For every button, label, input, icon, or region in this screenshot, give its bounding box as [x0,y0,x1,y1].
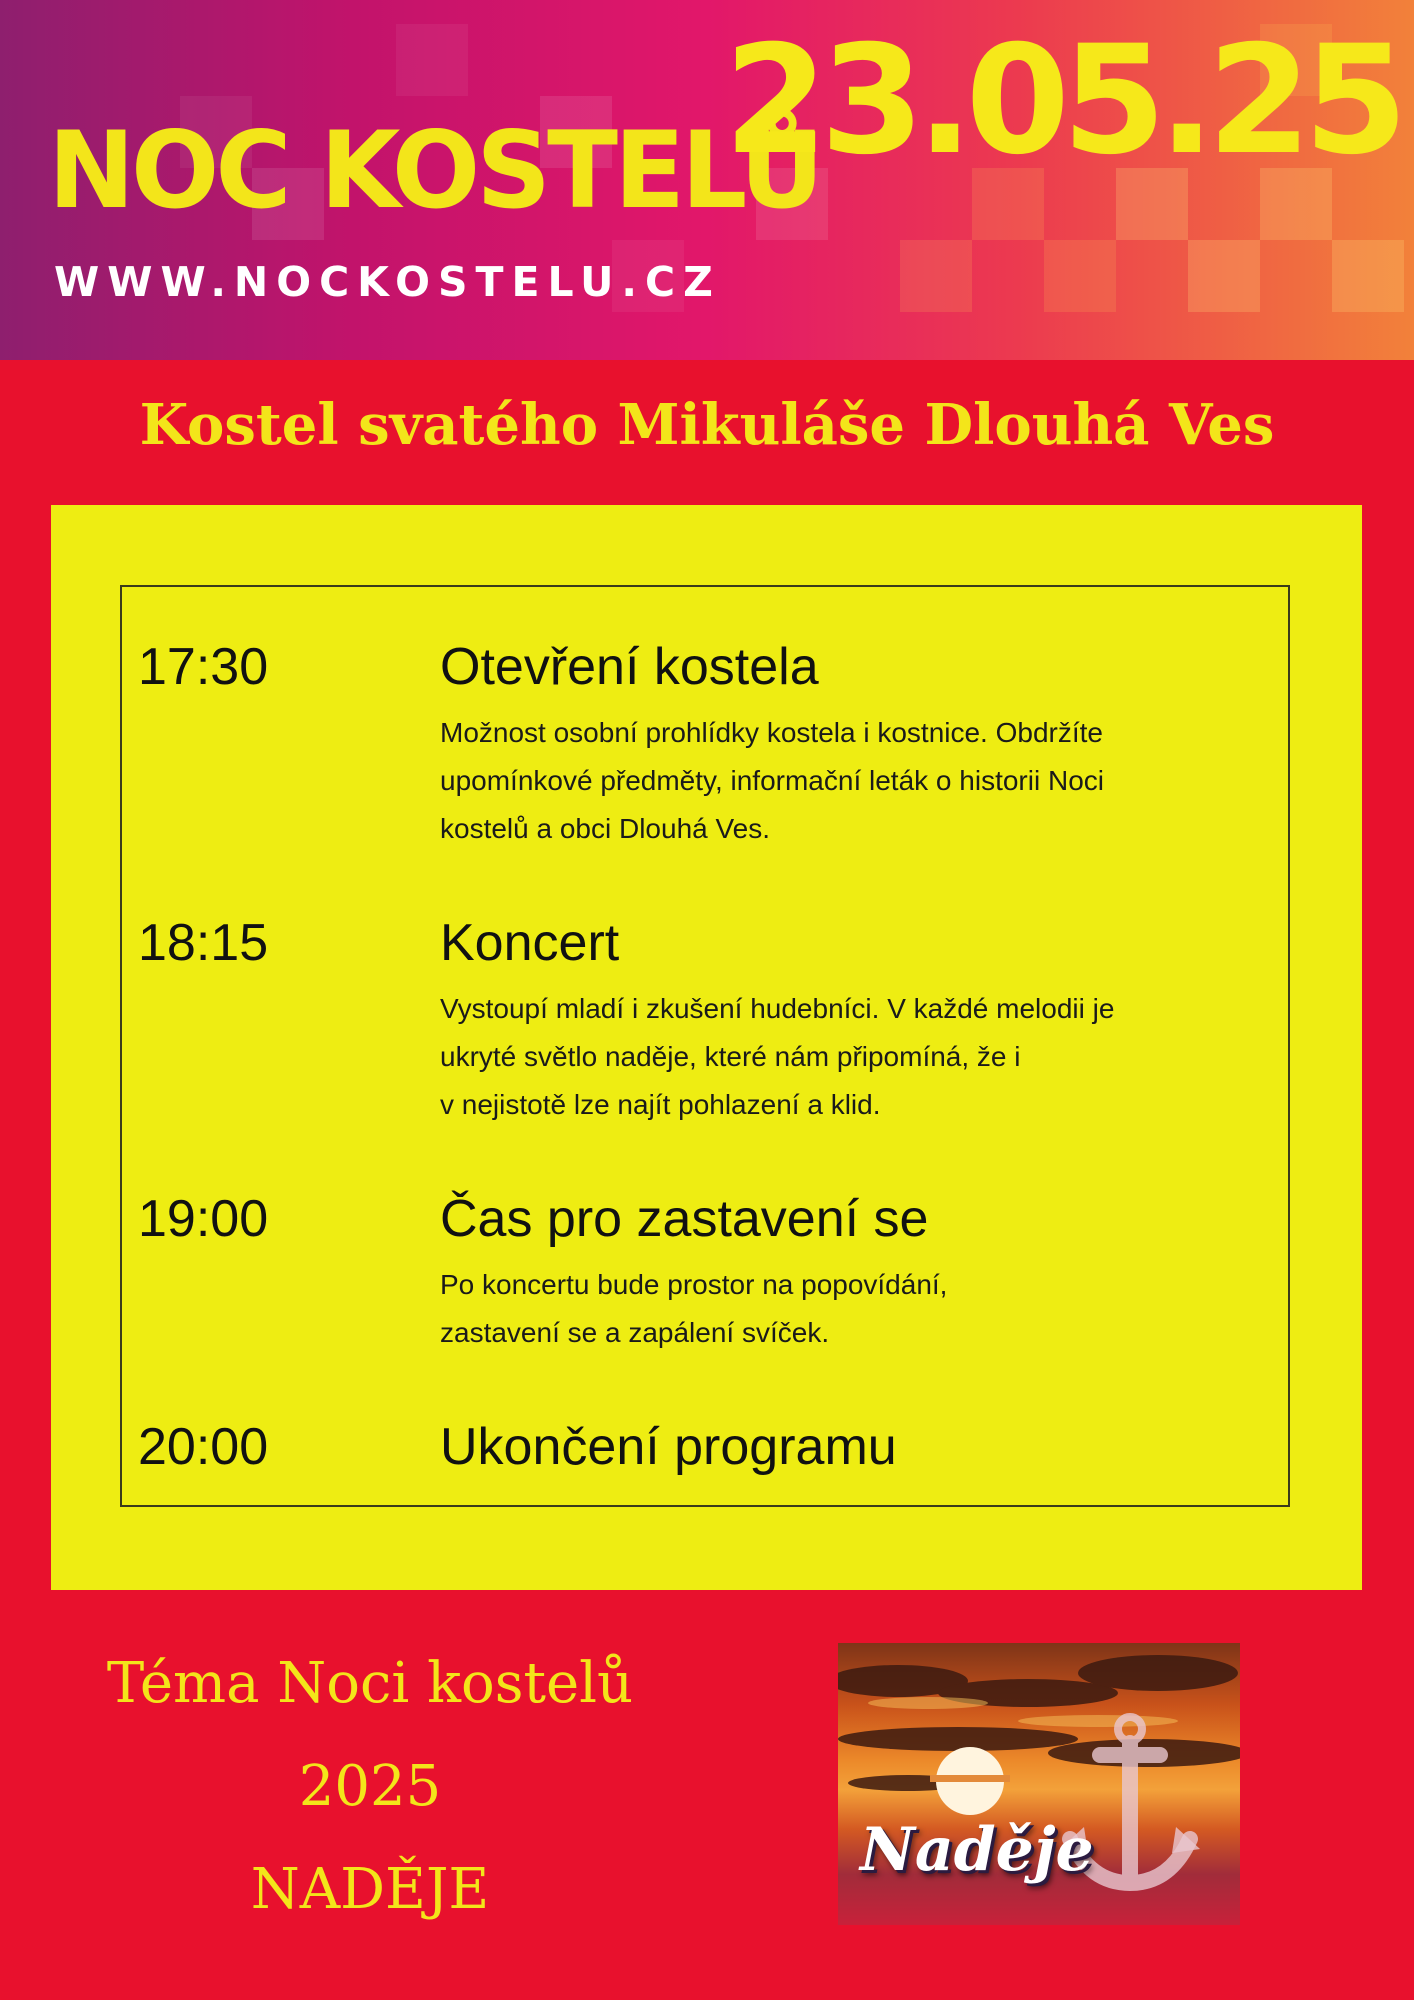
brand-logo-text: NOC KOSTELŮ [48,109,821,232]
theme-name: NADĚJE [250,1857,490,1922]
church-title: Kostel svatého Mikuláše Dlouhá Ves [139,392,1275,458]
theme-year: 2025 [298,1754,442,1819]
program-time: 18:15 [138,914,269,972]
header-banner [0,0,1414,360]
program-title: Koncert [440,914,620,972]
program-description [440,709,1260,853]
program-time: 20:00 [138,1418,269,1476]
description-line: kostelů a obci Dlouhá Ves. [440,813,770,844]
description-line: ukryté světlo naděje, které nám připomíná, že i [440,1041,1021,1072]
program-title: Otevření kostela [440,638,819,696]
description-line: Vystoupí mladí i zkušení hudebníci. V každé melodii je [440,993,1115,1024]
hope-label: Naděje [860,1815,1094,1885]
program-description [440,1261,1260,1357]
program-time: 17:30 [138,638,269,696]
description-line: zastavení se a zapálení svíček. [440,1317,830,1348]
website-link[interactable]: WWW.NOCKOSTELU.CZ [54,258,721,306]
description-line: upomínkové předměty, informační leták o historii Noci [440,765,1104,796]
theme-block [90,1632,650,1941]
program-frame [120,585,1290,1507]
theme-label: Téma Noci kostelů [106,1651,634,1716]
program-time: 19:00 [138,1190,269,1248]
description-line: Po koncertu bude prostor na popovídání, [440,1269,948,1300]
hope-sunset-image [838,1643,1240,1925]
program-title: Ukončení programu [440,1418,897,1476]
description-line: v nejistotě lze najít pohlazení a klid. [440,1089,881,1120]
program-description [440,985,1260,1129]
description-line: Možnost osobní prohlídky kostela i kostnice. Obdržíte [440,717,1103,748]
event-date: 23.05.25 [723,14,1400,188]
program-title: Čas pro zastavení se [440,1190,929,1248]
program-panel [51,505,1362,1590]
